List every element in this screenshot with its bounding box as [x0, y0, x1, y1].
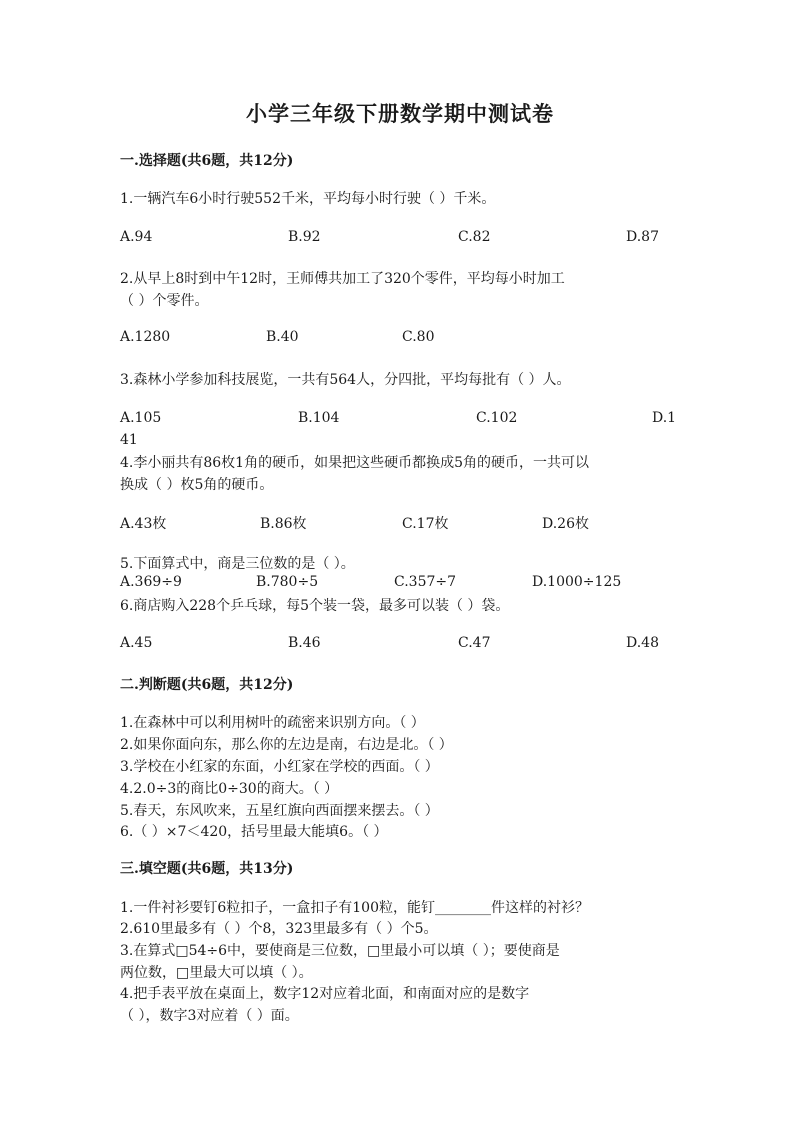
fill-item: 3.在算式□54÷6中，要使商是三位数，□里最小可以填（ ）；要使商是	[120, 943, 560, 959]
judge-item: 1.在森林中可以利用树叶的疏密来识别方向。（ ）	[120, 715, 425, 731]
option-b: B.92	[288, 229, 321, 245]
judge-item: 5.春天，东风吹来，五星红旗向西面摆来摆去。（ ）	[120, 803, 439, 819]
option-b: B.104	[298, 410, 340, 426]
option-a: A.369÷9	[120, 574, 182, 590]
option-c: C.102	[476, 410, 518, 426]
judge-item: 3.学校在小红家的东面，小红家在学校的西面。（ ）	[120, 759, 439, 775]
option-c: C.357÷7	[394, 574, 457, 590]
question-text: 6.商店购入228个乒乓球，每5个装一袋，最多可以装（ ）袋。	[120, 598, 510, 614]
option-a: A.105	[120, 410, 162, 426]
question-text: 1.一辆汽车6小时行驶552千米，平均每小时行驶（ ）千米。	[120, 191, 496, 207]
fill-item: 2.610里最多有（ ）个8，323里最多有（ ）个5。	[120, 921, 438, 937]
page-title: 小学三年级下册数学期中测试卷	[246, 101, 554, 126]
fill-item-continued: （ ），数字3对应着（ ）面。	[120, 1008, 299, 1024]
judge-item: 4.2.0÷3的商比0÷30的商大。（ ）	[120, 781, 339, 797]
option-b: B.780÷5	[256, 574, 319, 590]
option-c: C.82	[458, 229, 491, 245]
option-b: B.86枚	[260, 516, 307, 532]
question-text: 4.李小丽共有86枚1角的硬币，如果把这些硬币都换成5角的硬币，一共可以	[120, 455, 589, 471]
question-text: 5.下面算式中，商是三位数的是（ ）。	[120, 556, 355, 572]
option-a: A.1280	[120, 329, 171, 345]
question-text-continued: （ ）个零件。	[120, 293, 209, 309]
option-c: C.17枚	[402, 516, 449, 532]
question-text-continued: 换成（ ）枚5角的硬币。	[120, 477, 274, 493]
option-c: C.80	[402, 329, 435, 345]
option-d: D.48	[626, 635, 659, 651]
question-text: 3.森林小学参加科技展览，一共有564人，分四批，平均每批有（ ）人。	[120, 372, 571, 388]
section-heading-judge: 二.判断题(共6题，共12分)	[120, 677, 294, 693]
judge-item: 2.如果你面向东，那么你的左边是南，右边是北。（ ）	[120, 737, 453, 753]
option-d: D.1	[652, 410, 677, 426]
option-a: A.94	[120, 229, 153, 245]
section-heading-choice: 一.选择题(共6题，共12分)	[120, 153, 294, 169]
fill-item-continued: 两位数，□里最大可以填（ ）。	[120, 965, 313, 981]
option-b: B.46	[288, 635, 321, 651]
option-d: D.1000÷125	[532, 574, 622, 590]
option-d: D.26枚	[542, 516, 589, 532]
section-heading-fill: 三.填空题(共6题，共13分)	[120, 861, 294, 877]
option-a: A.45	[120, 635, 153, 651]
judge-item: 6.（ ）×7＜420，括号里最大能填6。（ ）	[120, 824, 388, 840]
option-d: D.87	[626, 229, 659, 245]
fill-item: 4.把手表平放在桌面上，数字12对应着北面，和南面对应的是数字	[120, 986, 530, 1002]
option-b: B.40	[266, 329, 299, 345]
option-d-wrap: 41	[120, 432, 138, 448]
option-a: A.43枚	[120, 516, 167, 532]
option-c: C.47	[458, 635, 491, 651]
question-text: 2.从早上8时到中午12时，王师傅共加工了320个零件，平均每小时加工	[120, 271, 565, 287]
fill-item: 1.一件衬衫要钉6粒扣子，一盒扣子有100粒，能钉________件这样的衬衫？	[120, 900, 589, 916]
